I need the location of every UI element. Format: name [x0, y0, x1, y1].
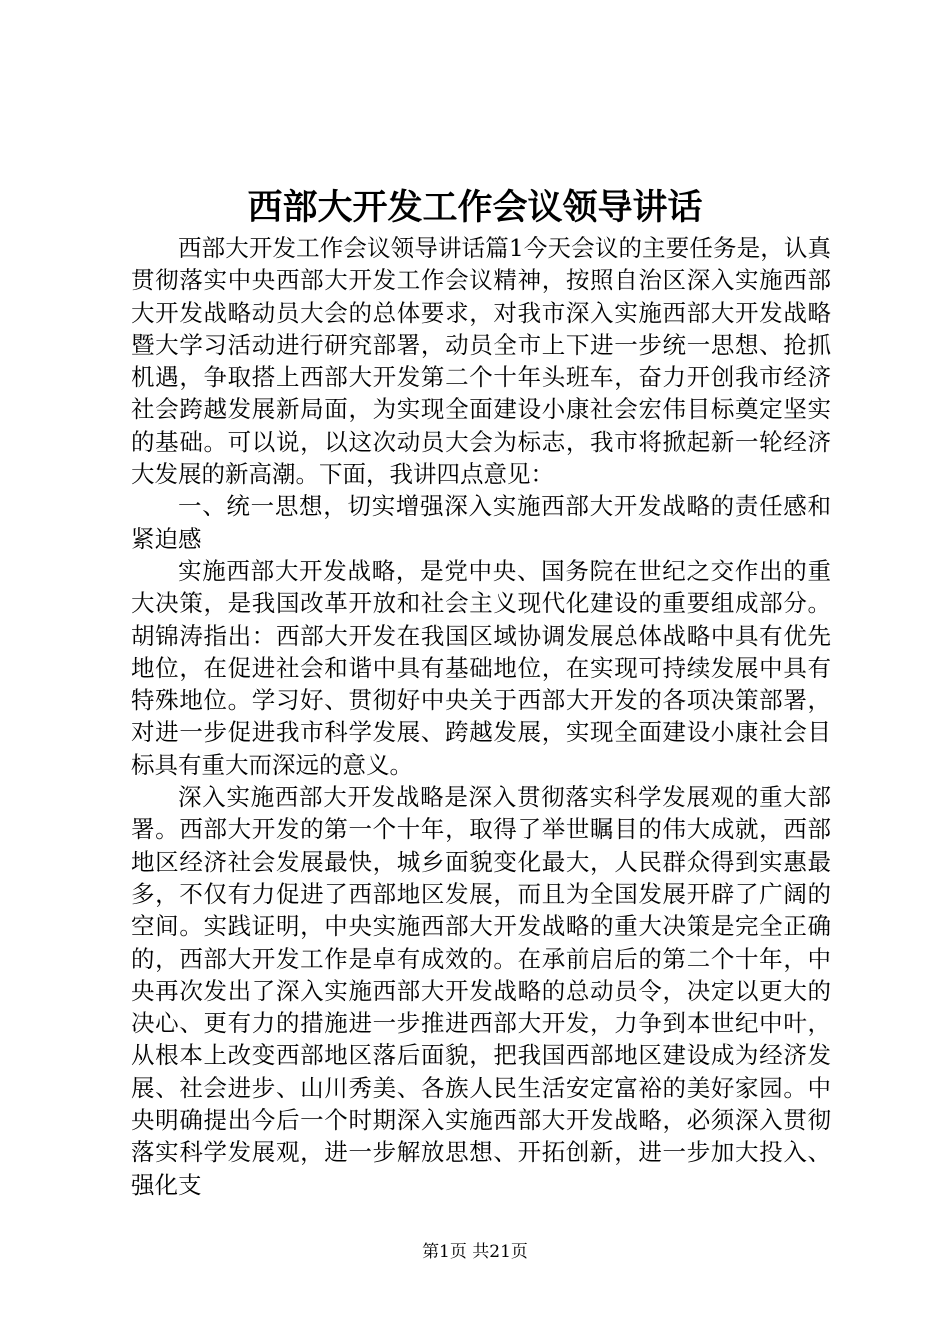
paragraph-strategy: 实施西部大开发战略，是党中央、国务院在世纪之交作出的重大决策，是我国改革开放和社会主义现代化建设的重要组成部分。胡锦涛指出：西部大开发在我国区域协调发展总体战略中具有优先地位，在促进社会和谐中具有基础地位，在实现可持续发展中具有特殊地位。学习好、贯彻好中央关于西部大开发的各项决策部署，对进一步促进我市科学发展、跨越发展，实现全面建设小康社会目标具有重大而深远的意义。 — [131, 556, 831, 779]
paragraph-deployment: 深入实施西部大开发战略是深入贯彻落实科学发展观的重大部署。西部大开发的第一个十年，取得了举世瞩目的伟大成就，西部地区经济社会发展最快，城乡面貌变化最大，人民群众得到实惠最多，不仅有力促进了西部地区发展，而且为全国发展开辟了广阔的空间。实践证明，中央实施西部大开发战略的重大决策是完全正确的，西部大开发工作是卓有成效的。在承前启后的第二个十年，中央再次发出了深入实施西部大开发战略的总动员令，决定以更大的决心、更有力的措施进一步推进西部大开发，力争到本世纪中叶，从根本上改变西部地区落后面貌，把我国西部地区建设成为经济发展、社会进步、山川秀美、各族人民生活安定富裕的美好家园。中央明确提出今后一个时期深入实施西部大开发战略，必须深入贯彻落实科学发展观，进一步解放思想、开拓创新，进一步加大投入、强化支 — [131, 783, 831, 1199]
paragraph-intro: 西部大开发工作会议领导讲话篇1今天会议的主要任务是，认真贯彻落实中央西部大开发工作会议精神，按照自治区深入实施西部大开发战略动员大会的总体要求，对我市深入实施西部大开发战略暨大学习活动进行研究部署，动员全市上下进一步统一思想、抢抓机遇，争取搭上西部大开发第二个十年头班车，奋力开创我市经济社会跨越发展新局面，为实现全面建设小康社会宏伟目标奠定坚实的基础。可以说，以这次动员大会为标志，我市将掀起新一轮经济大发展的新高潮。下面，我讲四点意见： — [131, 234, 831, 489]
document-body — [131, 232, 831, 1201]
document-title: 西部大开发工作会议领导讲话 — [247, 187, 703, 228]
section-heading-1: 一、统一思想，切实增强深入实施西部大开发战略的责任感和紧迫感 — [131, 492, 831, 553]
page-number-footer: 第1页 共21页 — [422, 1242, 528, 1262]
